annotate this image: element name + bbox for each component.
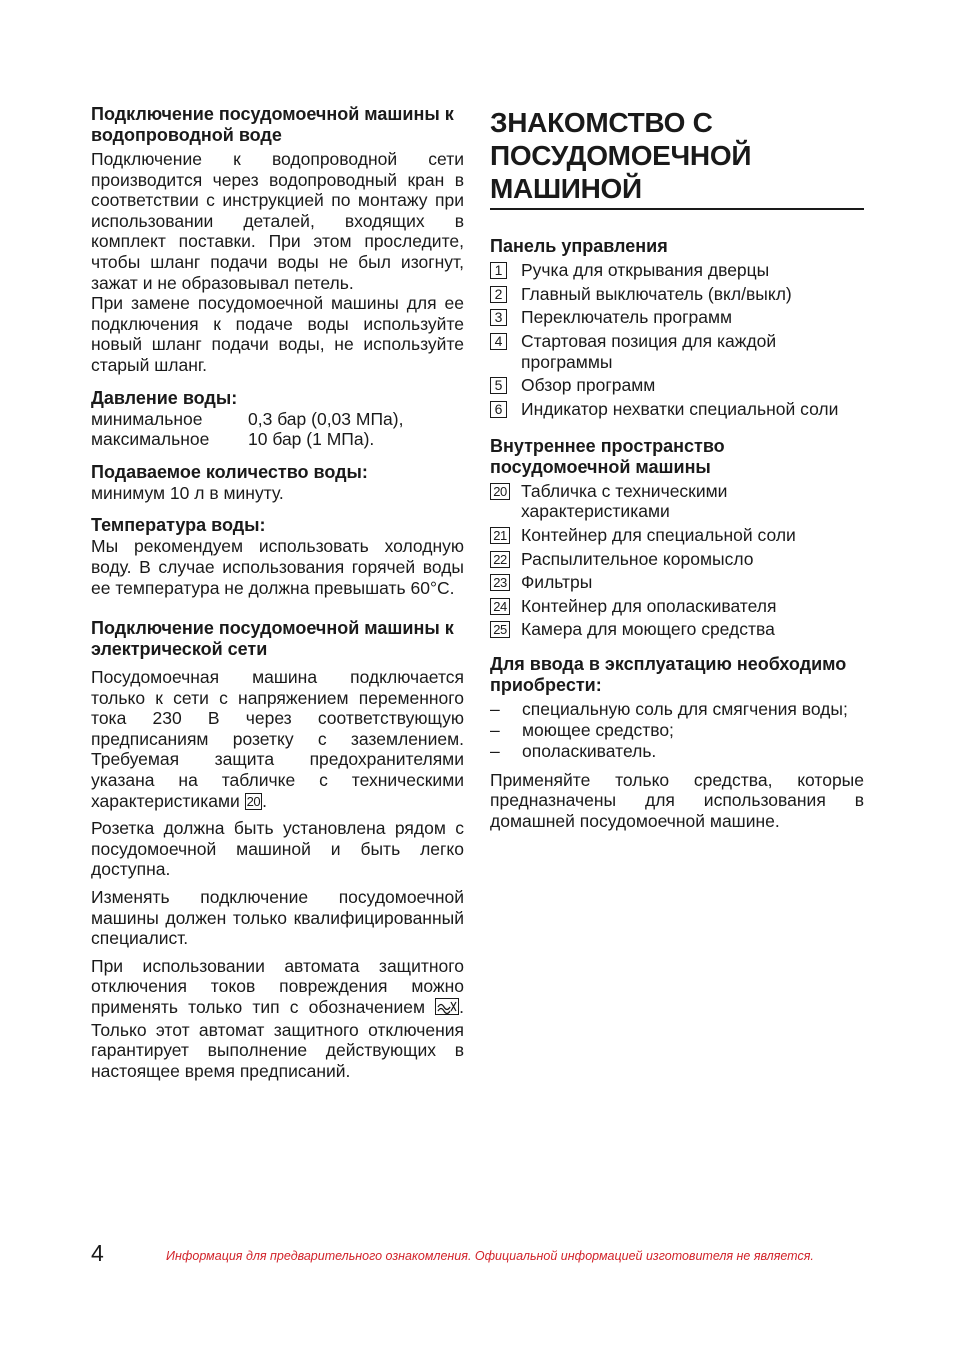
item-number-box: 5 — [490, 377, 507, 394]
water-connection-paragraph-2: При замене посудомоечной машины для ее подключения к подаче воды используйте новый шланг подачи воды, не используйте старый шланг. — [91, 293, 464, 375]
item-number-box: 1 — [490, 262, 507, 279]
item-text: Ручка для открывания дверцы — [521, 260, 770, 280]
ref-20-box: 20 — [246, 793, 261, 809]
list-item — [490, 596, 864, 617]
list-item — [490, 375, 864, 396]
water-pressure-heading: Давление воды: — [91, 387, 238, 408]
item-text: Фильтры — [521, 572, 593, 593]
item-text: Главный выключатель (вкл/выкл) — [521, 283, 792, 304]
water-connection-paragraph-1: Подключение к водопроводной сети производится через водопроводный кран в соответствии с инструкцией по монтажу при использовании деталей, входящих в комплект поставки. При этом проследите, чтобы шланг подачи воды не был изогнут, зажат и не образовывал петель. — [91, 149, 464, 293]
requirements-heading: Для ввода в эксплуатацию необходимо приобрести: — [490, 654, 847, 696]
item-number-box: 25 — [490, 621, 510, 638]
water-temp-heading: Температура воды: — [91, 515, 266, 536]
list-item — [490, 481, 864, 523]
item-number-box: 6 — [490, 401, 507, 418]
item-text: Контейнер для ополаскивателя — [521, 595, 777, 616]
item-text: Контейнер для специальной соли — [521, 524, 796, 545]
pressure-min-label: минимальное — [91, 408, 203, 429]
item-text: Обзор программ — [521, 375, 656, 396]
title-divider — [490, 208, 864, 210]
control-panel-list — [490, 260, 864, 420]
item-number-box: 3 — [490, 309, 507, 326]
dash-bullet: – — [490, 740, 500, 761]
item-text: моющее средство; — [522, 719, 674, 740]
electric-p1-text: Посудомоечная машина подключается только к сети с напряжением переменного тока 230 В через соответствующую предписаниям розетку с заземлением. Требуемая защита предохранителями указана на табличке с техническими характеристиками — [91, 667, 464, 811]
interior-heading: Внутреннее пространство посудомоечной машины — [490, 435, 725, 477]
item-number-box: 23 — [490, 574, 510, 591]
list-item — [490, 307, 864, 328]
electric-p4-start: При использовании автомата защитного отключения токов повреждения можно применять только тип с обозначением — [91, 955, 464, 1017]
list-item — [490, 284, 864, 305]
item-number-box: 21 — [490, 527, 510, 544]
electric-p4-end: . Только этот автомат защитного отключения гарантирует выполнение действующих в настоящее время предписаний. — [91, 997, 464, 1081]
item-text: Табличка с техническими характеристиками — [521, 480, 728, 522]
electric-p1-end: . — [262, 790, 268, 811]
pressure-max-label: максимальное — [91, 429, 210, 450]
rcd-symbol-icon — [435, 998, 459, 1020]
item-number-box: 22 — [490, 551, 510, 568]
water-connection-heading: Подключение посудомоечной машины к водопроводной воде — [91, 104, 454, 145]
dash-bullet: – — [490, 699, 500, 720]
list-item — [490, 720, 864, 741]
electric-paragraph-2: Розетка должна быть установлена рядом с посудомоечной машиной и быть легко доступна. — [91, 818, 464, 880]
control-panel-heading: Панель управления — [490, 236, 668, 256]
item-text: специальную соль для смягчения воды; — [522, 699, 848, 720]
footer-disclaimer: Информация для предварительного ознакомления. Официальной информацией изготовителя не является. — [166, 1249, 814, 1263]
electric-paragraph-1 — [91, 667, 464, 811]
requirements-note: Применяйте только средства, которые предназначены для использования в домашней посудомоечной машине. — [490, 769, 864, 831]
item-text: Переключатель программ — [521, 307, 733, 328]
item-number-box: 4 — [490, 333, 507, 350]
item-number-box: 24 — [490, 598, 510, 615]
pressure-max-value: 10 бар (1 МПа). — [248, 429, 375, 450]
pressure-min-value: 0,3 бар (0,03 МПа), — [248, 408, 404, 429]
list-item — [490, 549, 864, 570]
list-item — [490, 331, 864, 373]
section-title: ЗНАКОМСТВО С ПОСУДОМОЕЧНОЙ МАШИНОЙ — [490, 107, 752, 204]
list-item — [490, 260, 864, 281]
water-supply-heading: Подаваемое количество воды: — [91, 461, 368, 482]
list-item — [490, 619, 864, 640]
item-text: Индикатор нехватки специальной соли — [521, 398, 839, 419]
pressure-min-row — [91, 409, 464, 430]
electric-paragraph-3: Изменять подключение посудомоечной машины должен только квалифицированный специалист. — [91, 887, 464, 949]
electric-heading: Подключение посудомоечной машины к электрической сети — [91, 618, 454, 660]
item-text: Распылительное коромысло — [521, 548, 754, 569]
water-supply-text: минимум 10 л в минуту. — [91, 482, 284, 503]
item-number-box: 20 — [490, 483, 510, 500]
list-item — [490, 572, 864, 593]
list-item — [490, 525, 864, 546]
item-number-box: 2 — [490, 286, 507, 303]
dash-bullet: – — [490, 719, 500, 740]
electric-paragraph-4 — [91, 956, 464, 1082]
page-number: 4 — [91, 1240, 104, 1266]
item-text: Стартовая позиция для каждой программы — [521, 330, 777, 372]
list-item — [490, 399, 864, 420]
list-item — [490, 741, 864, 762]
water-temp-text: Мы рекомендуем использовать холодную воду. В случае использования горячей воды ее температура не должна превышать 60°С. — [91, 536, 464, 598]
item-text: ополаскиватель. — [522, 740, 657, 761]
left-column — [91, 104, 464, 1081]
item-text: Камера для моющего средства — [521, 619, 775, 640]
requirements-list — [490, 699, 864, 761]
pressure-max-row — [91, 429, 464, 450]
interior-list — [490, 481, 864, 641]
list-item — [490, 699, 864, 720]
right-column — [490, 104, 864, 831]
